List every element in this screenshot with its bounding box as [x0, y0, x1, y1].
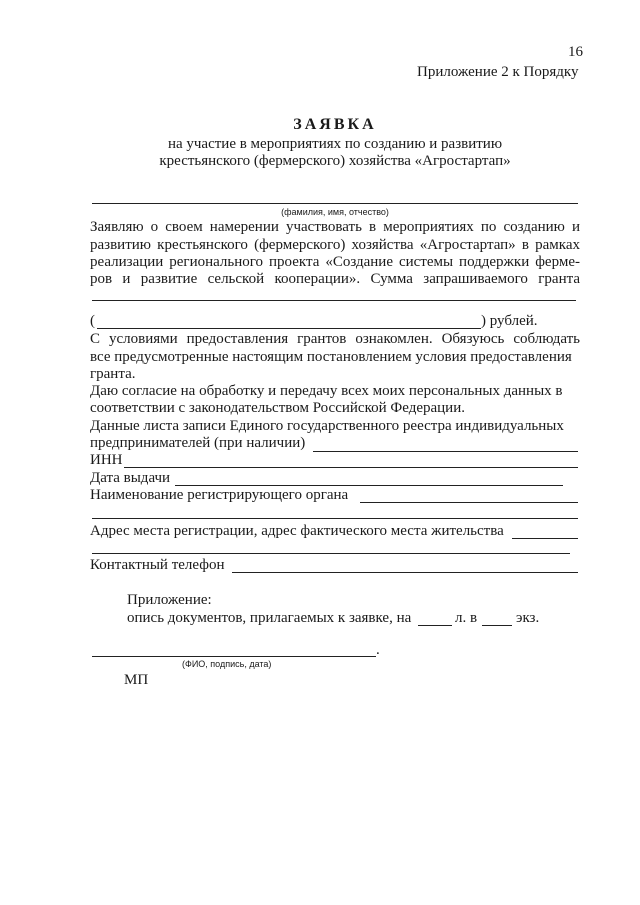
registering-body-label: Наименование регистрирующего органа [90, 487, 349, 503]
paragraph-3-line-1: Даю согласие на обработку и передачу всех моих персональных данных в [90, 383, 563, 399]
egrip-data-line[interactable] [313, 451, 578, 452]
amount-currency: ) рублей. [481, 313, 538, 329]
phone-label: Контактный телефон [90, 557, 225, 573]
paragraph-4-line-1: Данные листа записи Единого государственного реестра индивидуальных [90, 418, 564, 434]
attachment-text-a: опись документов, прилагаемых к заявке, на [127, 610, 412, 626]
title-line-2: крестьянского (фермерского) хозяйства «Агростартап» [159, 153, 511, 169]
signature-end-dot: . [376, 642, 380, 658]
seal-label: МП [124, 672, 149, 688]
paragraph-3-line-2: соответствии с законодательством Российской Федерации. [90, 400, 465, 416]
paragraph-2-line-2: все предусмотренные настоящим постановлением условия предоставления [90, 349, 572, 365]
inn-line[interactable] [124, 467, 578, 468]
amount-open-paren: ( [90, 313, 95, 329]
paragraph-2-line-3: гранта. [90, 366, 136, 382]
inn-label: ИНН [90, 452, 123, 468]
phone-line[interactable] [232, 572, 578, 573]
document-title: ЗАЯВКА [293, 116, 377, 133]
paragraph-1-line-1: Заявляю о своем намерении участвовать в мероприятиях по созданию и [90, 219, 580, 235]
attachment-heading: Приложение: [127, 592, 212, 608]
applicant-name-caption: (фамилия, имя, отчество) [281, 207, 389, 217]
applicant-name-line[interactable] [92, 203, 578, 204]
appendix-label: Приложение 2 к Порядку [417, 64, 579, 80]
paragraph-1-line-4: ров и развитие сельской кооперации». Сумма запрашиваемого гранта [90, 271, 580, 287]
paragraph-1-line-2: развитию крестьянского (фермерского) хозяйства «Агростартап» в рамках [90, 237, 580, 253]
paragraph-2-line-1: С условиями предоставления грантов ознакомлен. Обязуюсь соблюдать [90, 331, 580, 347]
paragraph-1-line-3: реализации регионального проекта «Создание системы поддержки ферме- [90, 254, 580, 270]
title-line-1: на участие в мероприятиях по созданию и развитию [167, 136, 503, 152]
sheets-count-line[interactable] [418, 625, 452, 626]
page-number: 16 [568, 44, 583, 60]
issue-date-label: Дата выдачи [90, 470, 171, 486]
paragraph-4-line-2: предпринимателей (при наличии) [90, 435, 306, 451]
attachment-text-b: л. в [455, 610, 478, 626]
address-label: Адрес места регистрации, адрес фактического места жительства [90, 523, 504, 539]
address-line[interactable] [512, 538, 578, 539]
signature-line[interactable] [92, 656, 376, 657]
address-line-2[interactable] [92, 553, 570, 554]
signature-caption: (ФИО, подпись, дата) [182, 659, 272, 669]
grant-amount-line[interactable] [92, 300, 576, 301]
registering-body-line[interactable] [360, 502, 578, 503]
attachment-text-c: экз. [516, 610, 540, 626]
registering-body-line-2[interactable] [92, 518, 578, 519]
issue-date-line[interactable] [175, 485, 563, 486]
copies-count-line[interactable] [482, 625, 512, 626]
amount-words-line[interactable] [97, 328, 481, 329]
